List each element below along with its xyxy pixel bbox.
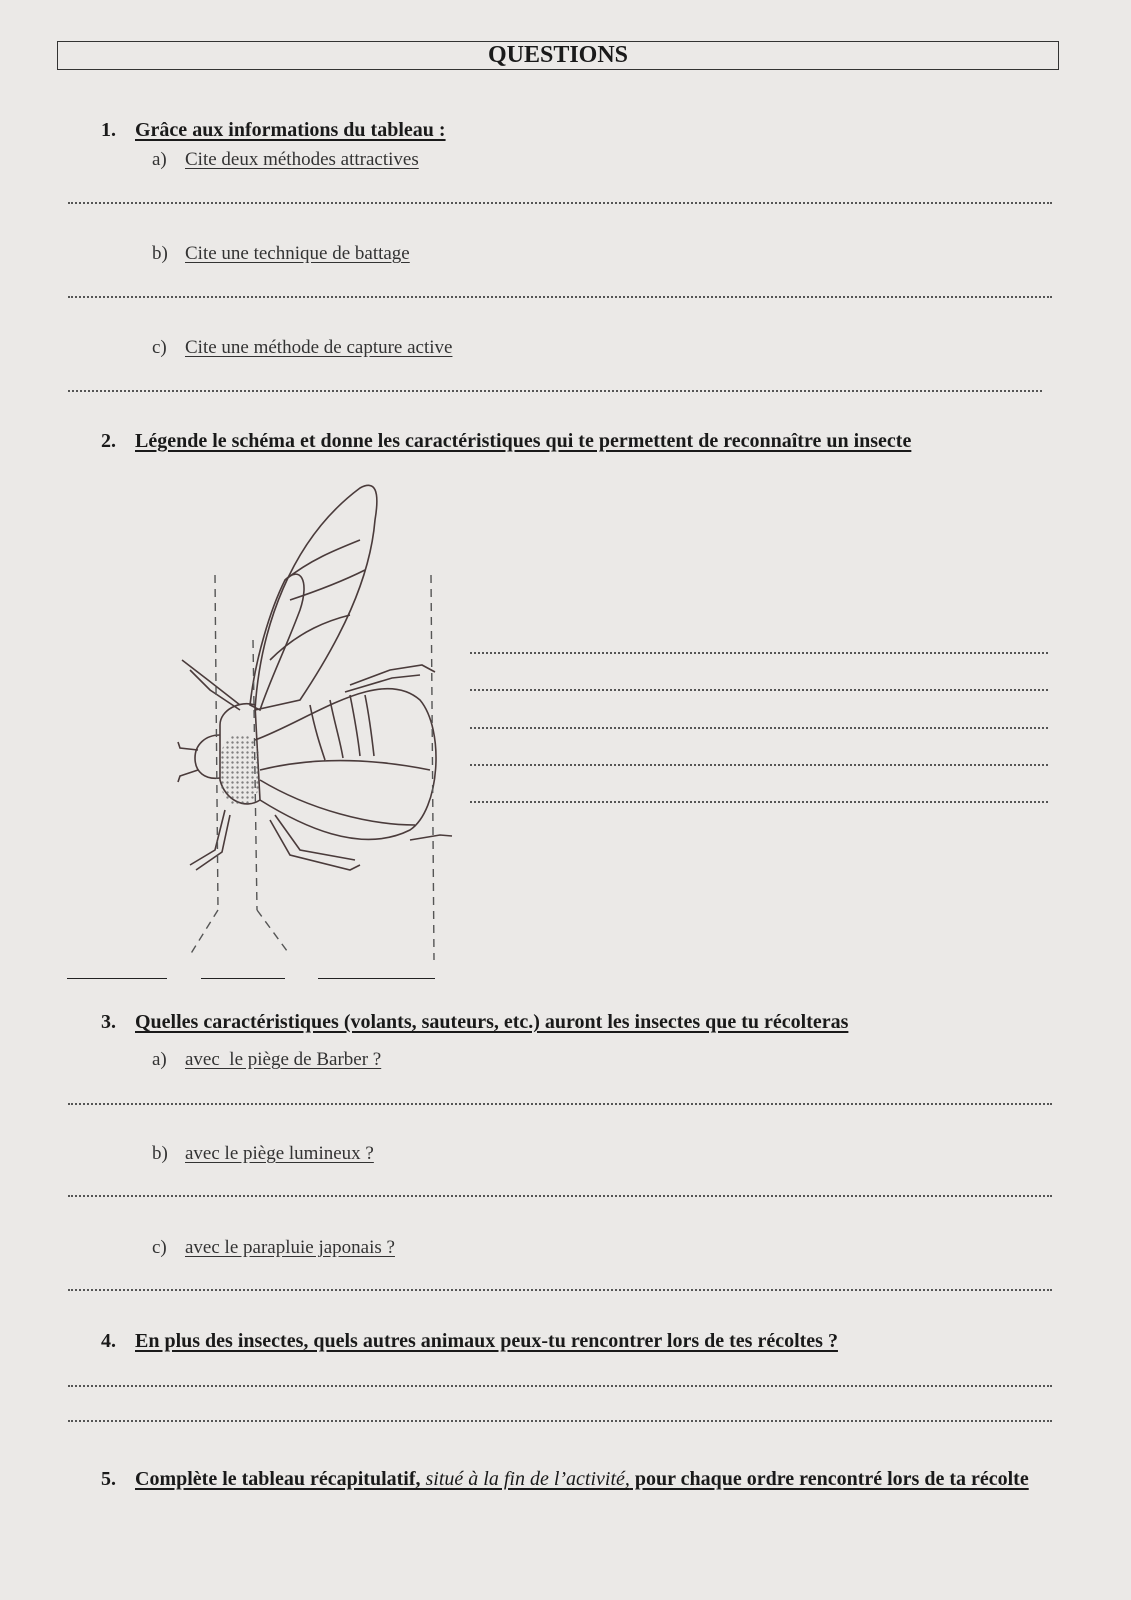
- question-5: [101, 1460, 1061, 1498]
- question-text: Quelles caractéristiques (volants, sauteurs, etc.) auront les insectes que tu récolteras: [135, 1011, 849, 1033]
- item-text: Cite une technique de battage: [185, 243, 410, 264]
- italic-part: situé à la fin de l’activité,: [425, 1468, 630, 1490]
- question-3: [101, 1011, 848, 1034]
- question-number: 4.: [101, 1330, 116, 1352]
- text-part: pour chaque ordre rencontré lors de ta récolte: [629, 1468, 1029, 1490]
- answer-line[interactable]: [470, 764, 1048, 766]
- item-text: avec le piège de Barber ?: [185, 1049, 382, 1070]
- answer-line[interactable]: [68, 1195, 1052, 1197]
- question-number: 2.: [101, 430, 116, 452]
- question-3c: [152, 1237, 395, 1259]
- question-text: En plus des insectes, quels autres animaux peux-tu rencontrer lors de tes récoltes ?: [135, 1330, 838, 1352]
- label-blank[interactable]: [67, 978, 167, 979]
- question-number: 1.: [101, 119, 116, 141]
- item-letter: c): [152, 337, 167, 358]
- page-title: QUESTIONS: [57, 41, 1059, 70]
- label-blank[interactable]: [318, 978, 435, 979]
- question-number: 5.: [101, 1468, 116, 1490]
- question-1: [101, 119, 446, 142]
- question-number: 3.: [101, 1011, 116, 1033]
- item-letter: b): [152, 1143, 168, 1164]
- item-text: avec le piège lumineux ?: [185, 1143, 374, 1164]
- answer-line[interactable]: [470, 652, 1048, 654]
- item-letter: b): [152, 243, 168, 264]
- item-letter: a): [152, 1049, 167, 1070]
- answer-line[interactable]: [68, 390, 1042, 392]
- insect-diagram: [160, 480, 460, 970]
- label-blank[interactable]: [201, 978, 285, 979]
- answer-line[interactable]: [68, 202, 1052, 204]
- insect-thorax-stipple: [220, 735, 260, 805]
- answer-line[interactable]: [470, 727, 1048, 729]
- answer-line[interactable]: [470, 689, 1048, 691]
- answer-line[interactable]: [68, 1103, 1052, 1105]
- question-3a: [152, 1049, 381, 1071]
- question-text: Grâce aux informations du tableau :: [135, 119, 446, 141]
- question-1b: [152, 243, 410, 265]
- question-4: [101, 1330, 838, 1353]
- text-part: Complète le tableau récapitulatif,: [135, 1468, 426, 1490]
- answer-line[interactable]: [68, 1289, 1052, 1291]
- answer-line[interactable]: [68, 1420, 1052, 1422]
- answer-line[interactable]: [68, 1385, 1052, 1387]
- question-1a: [152, 149, 419, 171]
- item-text: Cite deux méthodes attractives: [185, 149, 419, 170]
- question-3b: [152, 1143, 374, 1165]
- question-text: Légende le schéma et donne les caractéristiques qui te permettent de reconnaître un insecte: [135, 430, 912, 452]
- item-text: Cite une méthode de capture active: [185, 337, 453, 358]
- item-letter: a): [152, 149, 167, 170]
- answer-line[interactable]: [68, 296, 1052, 298]
- answer-line[interactable]: [470, 801, 1048, 803]
- question-text: [135, 1460, 1061, 1498]
- question-1c: [152, 337, 452, 359]
- question-2: [101, 430, 911, 453]
- item-text: avec le parapluie japonais ?: [185, 1237, 395, 1258]
- item-letter: c): [152, 1237, 167, 1258]
